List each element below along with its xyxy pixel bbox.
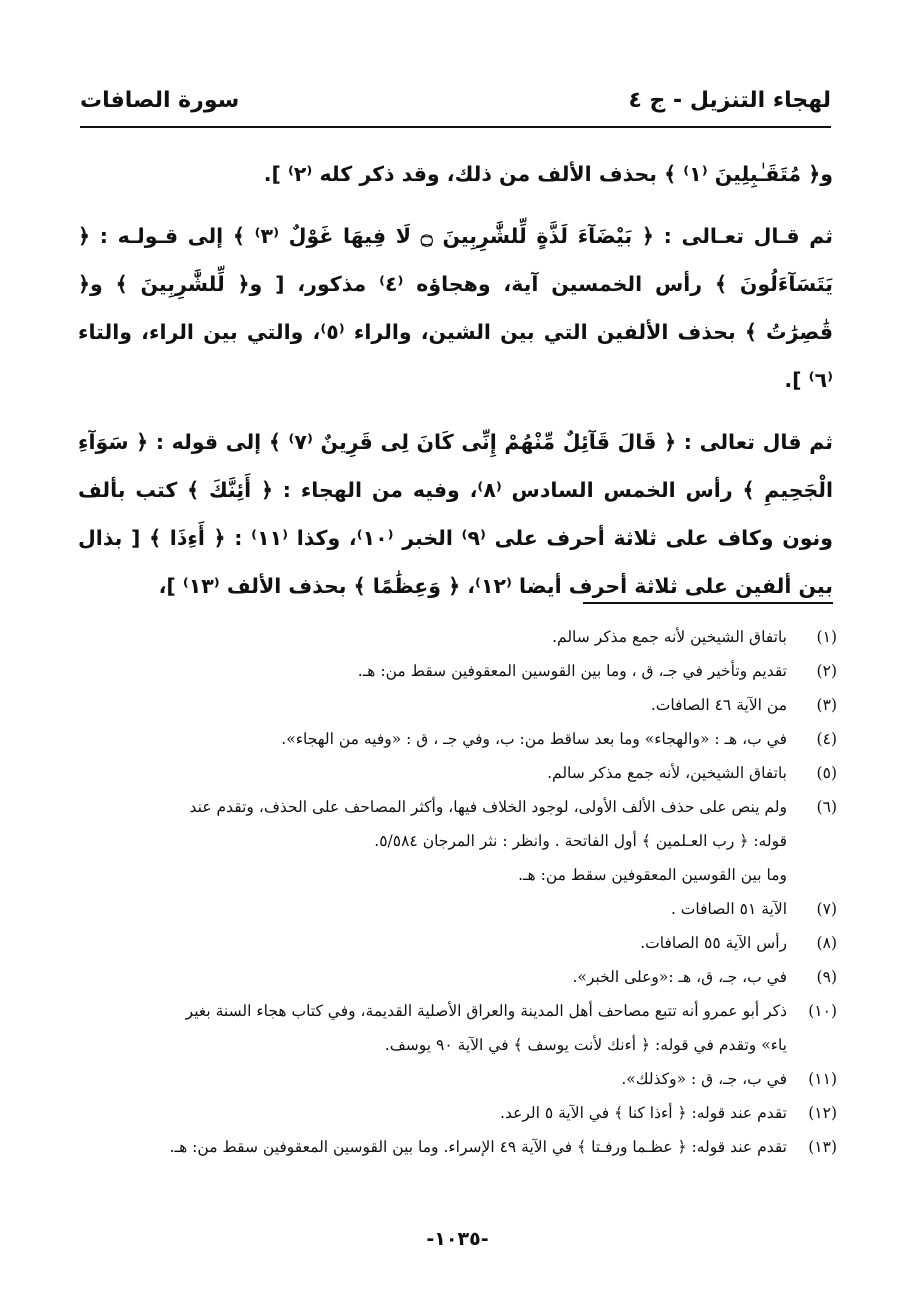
footnote-text: تقدم عند قوله: ﴿ أءذا كنا ﴾ في الآية ٥ الرعد. <box>500 1104 787 1122</box>
footnote-text: تقدم عند قوله: ﴿ عظـما ورفـتا ﴾ في الآية ٤٩ الإسراء. وما بين القوسين المعقوفين سقط من: هـ. <box>169 1138 787 1156</box>
footnote-number: (٣) <box>816 696 837 714</box>
footnote-text: باتفاق الشيخين، لأنه جمع مذكر سالم. <box>547 764 787 782</box>
footnote-number: (٤) <box>816 730 837 748</box>
footnote-text: في ب، جـ، ق، هـ :«وعلى الخبر». <box>572 968 787 986</box>
footnote-text: في ب، هـ : «والهجاء» وما بعد ساقط من: ب، وفي جـ ، ق : «وفيه من الهجاء». <box>281 730 787 748</box>
header-surah-title: سورة الصافات <box>80 88 240 113</box>
footnote-text: ولم ينص على حذف الألف الأولى، لوجود الخلاف فيها، وأكثر المصاحف على الحذف، وتقدم عند <box>189 798 787 816</box>
footnote-number: (١) <box>816 628 837 646</box>
header-divider <box>80 126 831 128</box>
body-paragraph: ثم قال تعالى : ﴿ قَالَ قَآئِلٌ مِّنْهُمْ إِنِّى كَانَ لِى قَرِينٌ ⁽٧⁾ ﴾ إلى قوله : ﴿ سَوَآءِ الْجَحِيمِ ﴾ رأس الخمس السادس ⁽٨⁾، وفيه من الهجاء : ﴿ أَئِنَّكَ ﴾ كتب بألف ونون وكاف على ثلاثة أحرف على ⁽٩⁾ الخبر ⁽١٠⁾، وكذا ⁽١١⁾ : ﴿ أَءِذَا ﴾ [ بذال بين ألفين على ثلاثة أحرف أيضا ⁽١٢⁾، ﴿ وَعِظَٰمًا ﴾ بحذف الألف ⁽١٣⁾ ]، <box>78 430 833 598</box>
footnote <box>78 892 837 926</box>
footnote <box>78 1096 837 1130</box>
footnote <box>78 790 837 892</box>
footnote <box>78 960 837 994</box>
footnote <box>78 654 837 688</box>
footnote <box>78 994 837 1062</box>
footnote-number: (٢) <box>816 662 837 680</box>
body-paragraph: ثم قـال تعـالى : ﴿ بَيْضَآءَ لَذَّةٍ لِّلشَّٰرِبِينَ ۝ لَا فِيهَا غَوْلٌ ⁽٣⁾ ﴾ إلى قـولـه : ﴿ يَتَسَآءَلُونَ ﴾ رأس الخمسين آية، وهجاؤه ⁽٤⁾ مذكور، [ و﴿ لِّلشَّٰرِبِينَ ﴾ و﴿ قَٰصِرَٰتُ ﴾ بحذف الألفين التي بين الشين، والراء ⁽٥⁾، والتي بين الراء، والتاء ⁽٦⁾ ]. <box>78 224 833 392</box>
footnote-divider <box>583 602 833 604</box>
footnote-text: الآية ٥١ الصافات . <box>670 900 787 918</box>
footnote-text: باتفاق الشيخين لأنه جمع مذكر سالم. <box>552 628 787 646</box>
footnote <box>78 722 837 756</box>
footnote-number: (٨) <box>816 934 837 952</box>
footnote-text: تقديم وتأخير في جـ، ق ، وما بين القوسين المعقوفين سقط من: هـ. <box>357 662 787 680</box>
footnote-number: (٦) <box>816 798 837 816</box>
footnote-number: (٩) <box>816 968 837 986</box>
main-text <box>78 150 833 624</box>
footnote-number: (١٣) <box>808 1138 837 1156</box>
footnote-number: (١٠) <box>808 1002 837 1020</box>
footnote-number: (٧) <box>816 900 837 918</box>
footnote-text: رأس الآية ٥٥ الصافات. <box>640 934 787 952</box>
footnote-number: (١٢) <box>808 1104 837 1122</box>
page-number: -١٠٣٥- <box>426 1228 489 1250</box>
footnote <box>78 756 837 790</box>
footnote <box>78 1062 837 1096</box>
footnote <box>78 926 837 960</box>
footnote-text: ياء» وتقدم في قوله: ﴿ أءنك لأنت يوسف ﴾ في الآية ٩٠ يوسف. <box>384 1036 787 1054</box>
footnote-text: في ب، جـ، ق : «وكذلك». <box>621 1070 787 1088</box>
header-book-title: لهجاء التنزيل - ج ٤ <box>628 88 831 113</box>
footnote-text: ذكر أبو عمرو أنه تتبع مصاحف أهل المدينة والعراق الأصلية القديمة، وفي كتاب هجاء السنة بغير <box>185 1002 787 1020</box>
footnote <box>78 620 837 654</box>
footnote-text: وما بين القوسين المعقوفين سقط من: هـ. <box>518 866 787 884</box>
footnote-text: قوله: ﴿ رب العـلمين ﴾ أول الفاتحة . وانظر : نثر المرجان ٥/٥٨٤. <box>374 832 787 850</box>
footnote-number: (٥) <box>816 764 837 782</box>
running-header <box>80 84 831 124</box>
body-paragraph: و﴿ مُتَقَـٰبِلِينَ ⁽١⁾ ﴾ بحذف الألف من ذلك، وقد ذكر كله ⁽٢⁾ ]. <box>263 162 833 186</box>
footnote-text: من الآية ٤٦ الصافات. <box>650 696 787 714</box>
footnotes <box>78 620 837 1164</box>
footnote <box>78 1130 837 1164</box>
footnote-number: (١١) <box>808 1070 837 1088</box>
footnote <box>78 688 837 722</box>
